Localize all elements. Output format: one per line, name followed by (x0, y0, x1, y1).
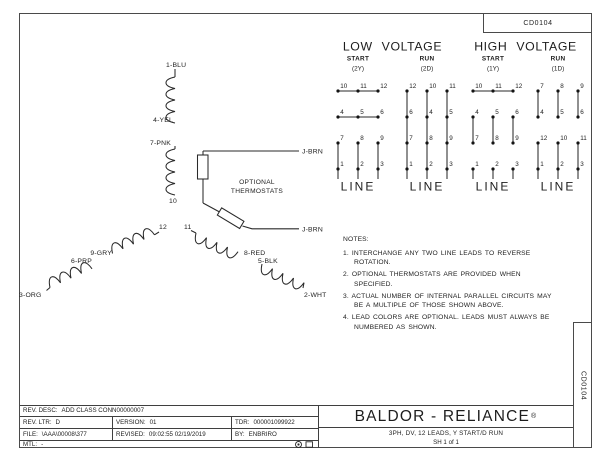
coil-5-2 (258, 264, 304, 291)
terminal-label: 6 (515, 109, 519, 117)
terminal-label: 11 (449, 83, 456, 91)
rev-ltr-label: REV. LTR: (23, 419, 52, 427)
thermostat-caption-line1: OPTIONAL (239, 179, 275, 186)
terminal-label: 5 (449, 109, 453, 117)
terminal-label: 10 (475, 83, 483, 91)
terminal-label: 7 (409, 135, 413, 143)
voltage-group-title: HIGH VOLTAGE (474, 39, 577, 54)
file-row (20, 429, 318, 441)
lead-label-8: 8-RED (244, 250, 266, 257)
lead-label-10: 10 (169, 198, 177, 205)
terminal-label: 9 (580, 83, 584, 91)
terminal-dot (491, 89, 494, 92)
lead-label-6: 6-PRP (70, 258, 92, 265)
connection-diagrams (336, 40, 587, 194)
terminal-label: 9 (380, 135, 384, 143)
lead-label-9: 9-GRY (90, 250, 112, 257)
terminal-label: 8 (495, 135, 499, 143)
terminal-dot (405, 167, 408, 170)
terminal-label: 9 (449, 135, 453, 143)
terminal-label: 7 (340, 135, 344, 143)
revised-value: 09:02:55 02/19/2019 (148, 431, 206, 439)
terminal-dot (445, 167, 448, 170)
coil-7-10 (166, 149, 175, 195)
terminal-dot (536, 89, 539, 92)
by-label: BY: (235, 431, 245, 439)
terminal-dot (511, 89, 514, 92)
line-label: LINE (540, 179, 576, 194)
terminal-label: 2 (429, 161, 433, 169)
doc-number-vertical: CD0104 (579, 370, 587, 401)
terminal-label: 4 (540, 109, 544, 117)
version-cell (113, 417, 232, 429)
terminal-dot (376, 167, 379, 170)
diagram-designation-label: (2D) (420, 65, 434, 73)
terminal-dot (445, 141, 448, 144)
terminal-label: 3 (380, 161, 384, 169)
terminal-dot (376, 115, 379, 118)
terminal-dot (405, 141, 408, 144)
lead-line-11 (191, 231, 196, 234)
mtl-label: MTL: (23, 441, 38, 449)
terminal-label: 2 (360, 161, 364, 169)
terminal-label: 6 (409, 109, 413, 117)
terminal-label: 1 (409, 161, 413, 169)
terminal-label: 3 (515, 161, 519, 169)
terminal-label: 12 (380, 83, 388, 91)
terminal-label: 6 (380, 109, 384, 117)
line-label: LINE (475, 179, 511, 194)
title-block (20, 405, 573, 448)
title-block-revision-area (20, 406, 319, 448)
terminal-label: 1 (540, 161, 544, 169)
thermostat-caption-line2: THERMOSTATS (230, 188, 284, 195)
terminal-dot (576, 141, 579, 144)
terminal-dot (491, 141, 494, 144)
terminal-dot (405, 115, 408, 118)
terminal-dot (491, 115, 494, 118)
note-item: 3. ACTUAL NUMBER OF INTERNAL PARALLEL CIRCUITS MAY BE A MULTIPLE OF THOSE SHOWN ABOVE. (343, 292, 552, 310)
coil-9-12 (109, 227, 155, 254)
terminal-dot (445, 89, 448, 92)
drawing-subtitle: 3PH, DV, 12 LEADS, Y START/D RUN (388, 430, 504, 437)
terminal-dot (536, 115, 539, 118)
terminal-dot (511, 115, 514, 118)
revised-cell (113, 429, 232, 440)
terminal-label: 11 (495, 83, 502, 91)
line-label: LINE (340, 179, 376, 194)
terminal-label: 8 (560, 83, 564, 91)
terminal-label: 4 (475, 109, 479, 117)
lead-label-7: 7-PNK (149, 140, 171, 147)
thermostat-lead-top-label: J-BRN (302, 148, 324, 156)
registered-mark: ® (531, 413, 538, 420)
terminal-dot (405, 89, 408, 92)
terminal-dot (471, 115, 474, 118)
terminal-dot (356, 167, 359, 170)
terminal-label: 11 (580, 135, 587, 143)
brand-title (319, 406, 573, 428)
terminal-dot (425, 89, 428, 92)
lead-line-12 (155, 232, 160, 235)
terminal-label: 3 (580, 161, 584, 169)
note-item: 4. LEAD COLORS ARE OPTIONAL. LEADS MUST ALWAYS BE NUMBERED AS SHOWN. (343, 314, 550, 331)
lead-label-12: 12 (159, 224, 167, 231)
terminal-label: 8 (360, 135, 364, 143)
thermostat-diagonal-line (203, 203, 221, 213)
terminal-dot (556, 115, 559, 118)
terminal-dot (471, 141, 474, 144)
lead-label-11: 11 (184, 224, 192, 231)
mtl-value: - (41, 441, 44, 449)
winding-schematic (19, 62, 327, 299)
terminal-dot (336, 141, 339, 144)
terminal-label: 10 (560, 135, 568, 143)
version-label: VERSION: (116, 419, 146, 427)
file-cell (20, 429, 113, 440)
by-value: ENBRIRO (248, 431, 277, 439)
terminal-label: 12 (409, 83, 417, 91)
rev-desc-label: REV. DESC: (23, 407, 58, 415)
rev-row (20, 417, 318, 430)
terminal-dot (576, 167, 579, 170)
terminal-dot (511, 167, 514, 170)
terminal-label: 9 (515, 135, 519, 143)
terminal-dot (491, 167, 494, 170)
thermostat-body-2 (217, 208, 244, 229)
diagram-mode-label: RUN (419, 55, 435, 63)
terminal-dot (336, 167, 339, 170)
file-value: \AAA\00008\377 (41, 431, 87, 439)
terminal-label: 7 (540, 83, 544, 91)
drawing-description-area (319, 428, 573, 448)
terminal-dot (376, 141, 379, 144)
projection-symbols (294, 441, 314, 448)
lead-line-3 (47, 288, 51, 291)
terminal-dot (511, 141, 514, 144)
diagram-mode-label: RUN (550, 55, 566, 63)
terminal-dot (576, 89, 579, 92)
terminal-label: 1 (475, 161, 479, 169)
revised-label: REVISED: (116, 431, 145, 439)
lead-label-5: 5-BLK (258, 258, 278, 265)
terminal-dot (425, 167, 428, 170)
mtl-row (20, 441, 318, 448)
terminal-label: 2 (560, 161, 564, 169)
terminal-label: 7 (475, 135, 479, 143)
terminal-label: 2 (495, 161, 499, 169)
terminal-dot (336, 89, 339, 92)
rev-desc-value: ADD CLASS CONN00000007 (61, 407, 145, 415)
lead-label-2: 2-WHT (304, 292, 327, 299)
terminal-dot (556, 141, 559, 144)
rev-ltr-value: D (55, 419, 61, 427)
sheet-number: SH 1 of 1 (433, 439, 459, 446)
tdr-cell (232, 417, 318, 429)
terminal-dot (471, 89, 474, 92)
brand-name: BALDOR - RELIANCE (354, 407, 531, 425)
line-label: LINE (409, 179, 445, 194)
tdr-label: TDR: (235, 419, 250, 427)
terminal-label: 3 (449, 161, 453, 169)
terminal-dot (356, 115, 359, 118)
note-item: 1. INTERCHANGE ANY TWO LINE LEADS TO REVERSE ROTATION. (343, 249, 531, 267)
terminal-dot (471, 167, 474, 170)
terminal-dot (425, 115, 428, 118)
terminal-label: 1 (340, 161, 344, 169)
terminal-dot (336, 115, 339, 118)
terminal-label: 6 (580, 109, 584, 117)
by-cell (232, 429, 318, 440)
terminal-label: 5 (495, 109, 499, 117)
diagram-designation-label: (2Y) (351, 65, 365, 73)
notes-title: NOTES: (343, 236, 369, 243)
terminal-label: 12 (540, 135, 548, 143)
terminal-label: 10 (429, 83, 437, 91)
terminal-label: 12 (515, 83, 523, 91)
terminal-label: 4 (340, 109, 344, 117)
thermostat-body-1 (198, 155, 209, 179)
version-value: 01 (149, 419, 157, 427)
terminal-label: 8 (429, 135, 433, 143)
rev-desc-row (20, 406, 318, 417)
thermostat-lead-bottom-label: J-BRN (302, 226, 324, 234)
diagram-mode-label: START (481, 55, 505, 63)
terminal-dot (356, 89, 359, 92)
terminal-label: 5 (560, 109, 564, 117)
rev-ltr-cell (20, 417, 113, 429)
doc-number: CD0104 (523, 19, 553, 27)
terminal-dot (536, 167, 539, 170)
terminal-label: 4 (429, 109, 433, 117)
title-block-brand-area (319, 406, 573, 448)
terminal-dot (445, 115, 448, 118)
terminal-label: 5 (360, 109, 364, 117)
notes-block (343, 235, 562, 335)
voltage-group-title: LOW VOLTAGE (342, 39, 443, 54)
diagram-mode-label: START (346, 55, 370, 63)
coil-11-8 (192, 233, 238, 260)
thermostat-lead-bottom-line (243, 226, 300, 229)
terminal-dot (556, 89, 559, 92)
lead-label-1: 1-BLU (166, 62, 187, 69)
terminal-dot (576, 115, 579, 118)
diagram-designation-label: (1D) (551, 65, 565, 73)
terminal-label: 10 (340, 83, 348, 91)
circle-symbol-icon (294, 441, 303, 448)
tdr-value: 000001099922 (253, 419, 295, 427)
terminal-dot (425, 141, 428, 144)
terminal-dot (376, 89, 379, 92)
terminal-dot (536, 141, 539, 144)
terminal-dot (356, 141, 359, 144)
note-item: 2. OPTIONAL THERMOSTATS ARE PROVIDED WHEN SPECIFIED. (343, 271, 521, 288)
terminal-label: 11 (360, 83, 367, 91)
terminal-dot (556, 167, 559, 170)
file-label: FILE: (23, 431, 38, 439)
lead-label-4: 4-YEL (153, 117, 173, 124)
diagram-designation-label: (1Y) (486, 65, 500, 73)
square-symbol-icon (305, 441, 314, 448)
lead-label-3: 3-ORG (19, 292, 42, 299)
